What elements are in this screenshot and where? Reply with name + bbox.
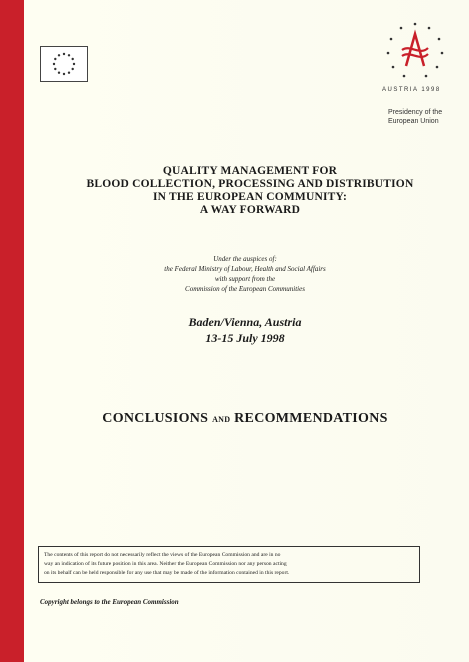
heading-part1: CONCLUSIONS bbox=[102, 411, 209, 426]
title-line4: A WAY FORWARD bbox=[199, 204, 301, 216]
presidency-label bbox=[388, 108, 442, 126]
auspices-line3: with support from the bbox=[214, 275, 276, 283]
auspices-line4: Commission of the European Communities bbox=[185, 285, 305, 293]
title-line1: QUALITY MANAGEMENT FOR bbox=[162, 165, 338, 177]
conclusions-heading bbox=[60, 411, 430, 427]
auspices-line1: Under the auspices of: bbox=[213, 255, 277, 263]
document-title bbox=[50, 165, 450, 217]
eu-flag-icon bbox=[40, 46, 88, 82]
austria-presidency-icon bbox=[380, 20, 450, 82]
red-spine-bar bbox=[0, 0, 24, 662]
disclaimer-box bbox=[38, 546, 420, 583]
heading-part3: RECOMMENDATIONS bbox=[234, 411, 388, 426]
heading-part2: AND bbox=[212, 415, 231, 424]
disclaimer-line2: way an indication of its future position in this area. Neither the European Commission nor any person acting bbox=[44, 561, 287, 567]
event-dates: 13-15 July 1998 bbox=[205, 331, 285, 345]
copyright-notice: Copyright belongs to the European Commission bbox=[40, 598, 179, 606]
disclaimer-line3: on its behalf can be held responsible for any use that may be made of the information contained in this report. bbox=[44, 570, 290, 576]
event-place: Baden/Vienna, Austria bbox=[188, 315, 302, 329]
presidency-line2: European Union bbox=[388, 118, 439, 125]
auspices-line2: the Federal Ministry of Labour, Health and Social Affairs bbox=[164, 265, 326, 273]
event-block bbox=[60, 314, 430, 346]
title-line2: BLOOD COLLECTION, PROCESSING AND DISTRIBUTION bbox=[86, 178, 414, 190]
disclaimer-line1: The contents of this report do not necessarily reflect the views of the European Commission and are in no bbox=[44, 552, 281, 558]
austria-1998-label: AUSTRIA 1998 bbox=[382, 87, 441, 93]
title-line3: IN THE EUROPEAN COMMUNITY: bbox=[152, 191, 347, 203]
auspices-block bbox=[60, 254, 430, 294]
presidency-line1: Presidency of the bbox=[388, 109, 443, 116]
